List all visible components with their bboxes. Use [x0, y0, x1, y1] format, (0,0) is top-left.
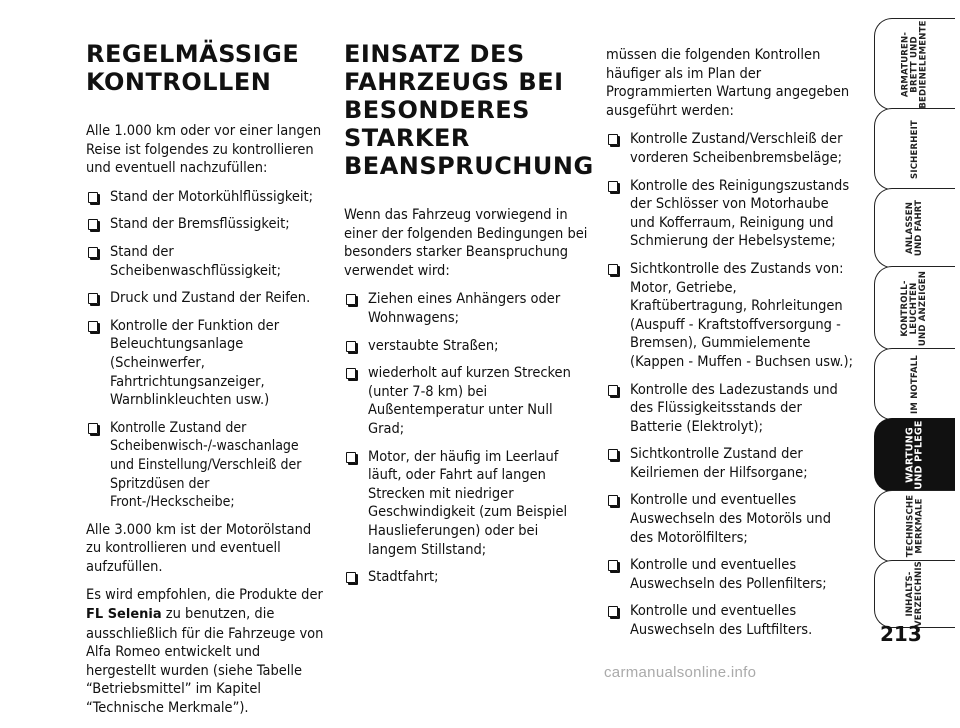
tab-starting-driving[interactable]: ANLASSEN UND FAHRT [874, 188, 955, 268]
checkbox-icon [88, 219, 98, 230]
list-item: Stadtfahrt; [344, 568, 589, 587]
list-item: Kontrolle des Reinigungszustands der Schlösser von Motorhaube und Kofferraum, Reinigung und Schmierung der Hebelsysteme; [606, 177, 854, 251]
checkbox-icon [608, 606, 618, 617]
list-item: Druck und Zustand der Reifen. [86, 289, 324, 308]
checkbox-icon [346, 572, 356, 583]
list-item: Motor, der häufig im Leerlauf läuft, oder Fahrt auf langen Strecken mit niedriger Geschwindigkeit (zum Beispiel Hauslieferungen) oder bei langem Stillstand; [344, 448, 589, 560]
list-item: Stand der Scheibenwaschflüssigkeit; [86, 243, 324, 280]
list-item: Kontrolle und eventuelles Auswechseln des Motoröls und des Motorölfilters; [606, 491, 854, 547]
checkbox-icon [608, 385, 618, 396]
intro-paragraph: müssen die folgenden Kontrollen häufiger als im Plan der Programmierten Wartung angegeben ausgeführt werden: [606, 47, 850, 119]
intro-paragraph: Alle 1.000 km oder vor einer langen Reise ist folgendes zu kontrollieren und eventuell nachzufüllen: [86, 123, 322, 177]
tab-emergency[interactable]: IM NOTFALL [874, 348, 955, 420]
chapter-tabs [870, 18, 954, 678]
checkbox-icon [608, 449, 618, 460]
products-paragraph: Es wird empfohlen, die Produkte der FL Selenia zu benutzen, die ausschließlich für die Fahrzeuge von Alfa Romeo entwickelt und hergestellt wurden (siehe Tabelle “Betriebsmittel” im Kapitel “Technische Merkmale”). [86, 587, 324, 717]
tab-safety[interactable]: SICHERHEIT [874, 108, 955, 190]
tab-index[interactable]: INHALTS- VERZEICHNIS [874, 560, 955, 628]
list-item: Kontrolle des Ladezustands und des Flüssigkeitsstands der Batterie (Elektrolyt); [606, 381, 854, 437]
conditions-list [344, 290, 589, 586]
tab-maintenance[interactable]: WARTUNG UND PFLEGE [874, 418, 955, 492]
checkbox-icon [608, 560, 618, 571]
tab-dashboard-controls[interactable]: ARMATUREN- BRETT UND BEDIENELEMENTE [874, 18, 955, 110]
checkbox-icon [608, 264, 618, 275]
checkbox-icon [346, 368, 356, 379]
list-item: Stand der Bremsflüssigkeit; [86, 215, 324, 234]
checkbox-icon [88, 293, 98, 304]
list-item: Ziehen eines Anhängers oder Wohnwagens; [344, 290, 589, 327]
intro-paragraph: Wenn das Fahrzeug vorwiegend in einer der folgenden Bedingungen bei besonders starker Beanspruchung verwendet wird: [344, 207, 588, 279]
oil-check-paragraph: Alle 3.000 km ist der Motorölstand zu kontrollieren und eventuell aufzufüllen. [86, 521, 312, 575]
checklist [86, 188, 324, 512]
checkbox-icon [346, 452, 356, 463]
heading-regular-checks: REGELMÄSSIGE KONTROLLEN [86, 40, 300, 96]
list-item: Stand der Motorkühlflüssigkeit; [86, 188, 324, 207]
tab-technical-data[interactable]: TECHNISCHE MERKMALE [874, 490, 955, 562]
list-item: Sichtkontrolle des Zustands von: Motor, Getriebe, Kraftübertragung, Rohrleitungen (Auspuff - Kraftstoffversorgung - Bremsen), Gummielemente (Kappen - Muffen - Buchsen usw.); [606, 260, 854, 372]
checkbox-icon [346, 341, 356, 352]
column-frequent-checks [606, 46, 854, 649]
column-regular-checks [86, 40, 324, 728]
checkbox-icon [608, 495, 618, 506]
list-item: verstaubte Straßen; [344, 337, 589, 356]
list-item: Kontrolle und eventuelles Auswechseln des Luftfilters. [606, 602, 854, 639]
list-item: wiederholt auf kurzen Strecken (unter 7-8 km) bei Außentemperatur unter Null Grad; [344, 364, 589, 438]
watermark: carmanualsonline.info [604, 664, 757, 681]
checkbox-icon [88, 423, 98, 434]
heading-heavy-duty-use: EINSATZ DES FAHRZEUGS BEI BESONDERES STARKER BEANSPRUCHUNG [344, 40, 594, 180]
checkbox-icon [88, 321, 98, 332]
page-number: 213 [880, 622, 922, 646]
checkbox-icon [608, 134, 618, 145]
checks-list [606, 130, 854, 639]
checkbox-icon [608, 181, 618, 192]
column-heavy-duty-use [344, 40, 594, 596]
checkbox-icon [346, 294, 356, 305]
tab-warning-lights[interactable]: KONTROLL- LEUCHTEN UND ANZEIGEN [874, 266, 955, 350]
checkbox-icon [88, 192, 98, 203]
list-item: Sichtkontrolle Zustand der Keilriemen der Hilfsorgane; [606, 445, 854, 482]
list-item: Kontrolle Zustand/Verschleiß der vorderen Scheibenbremsbeläge; [606, 130, 854, 167]
list-item: Kontrolle und eventuelles Auswechseln des Pollenfilters; [606, 556, 854, 593]
checkbox-icon [88, 247, 98, 258]
list-item: Kontrolle Zustand der Scheibenwisch-/-waschanlage und Einstellung/Verschleiß der Spritzdüsen der Front-/Heckscheibe; [86, 419, 324, 512]
list-item: Kontrolle der Funktion der Beleuchtungsanlage (Scheinwerfer, Fahrtrichtungsanzeiger, Warnblinkleuchten usw.) [86, 317, 324, 410]
brand-name: FL Selenia [86, 607, 162, 623]
